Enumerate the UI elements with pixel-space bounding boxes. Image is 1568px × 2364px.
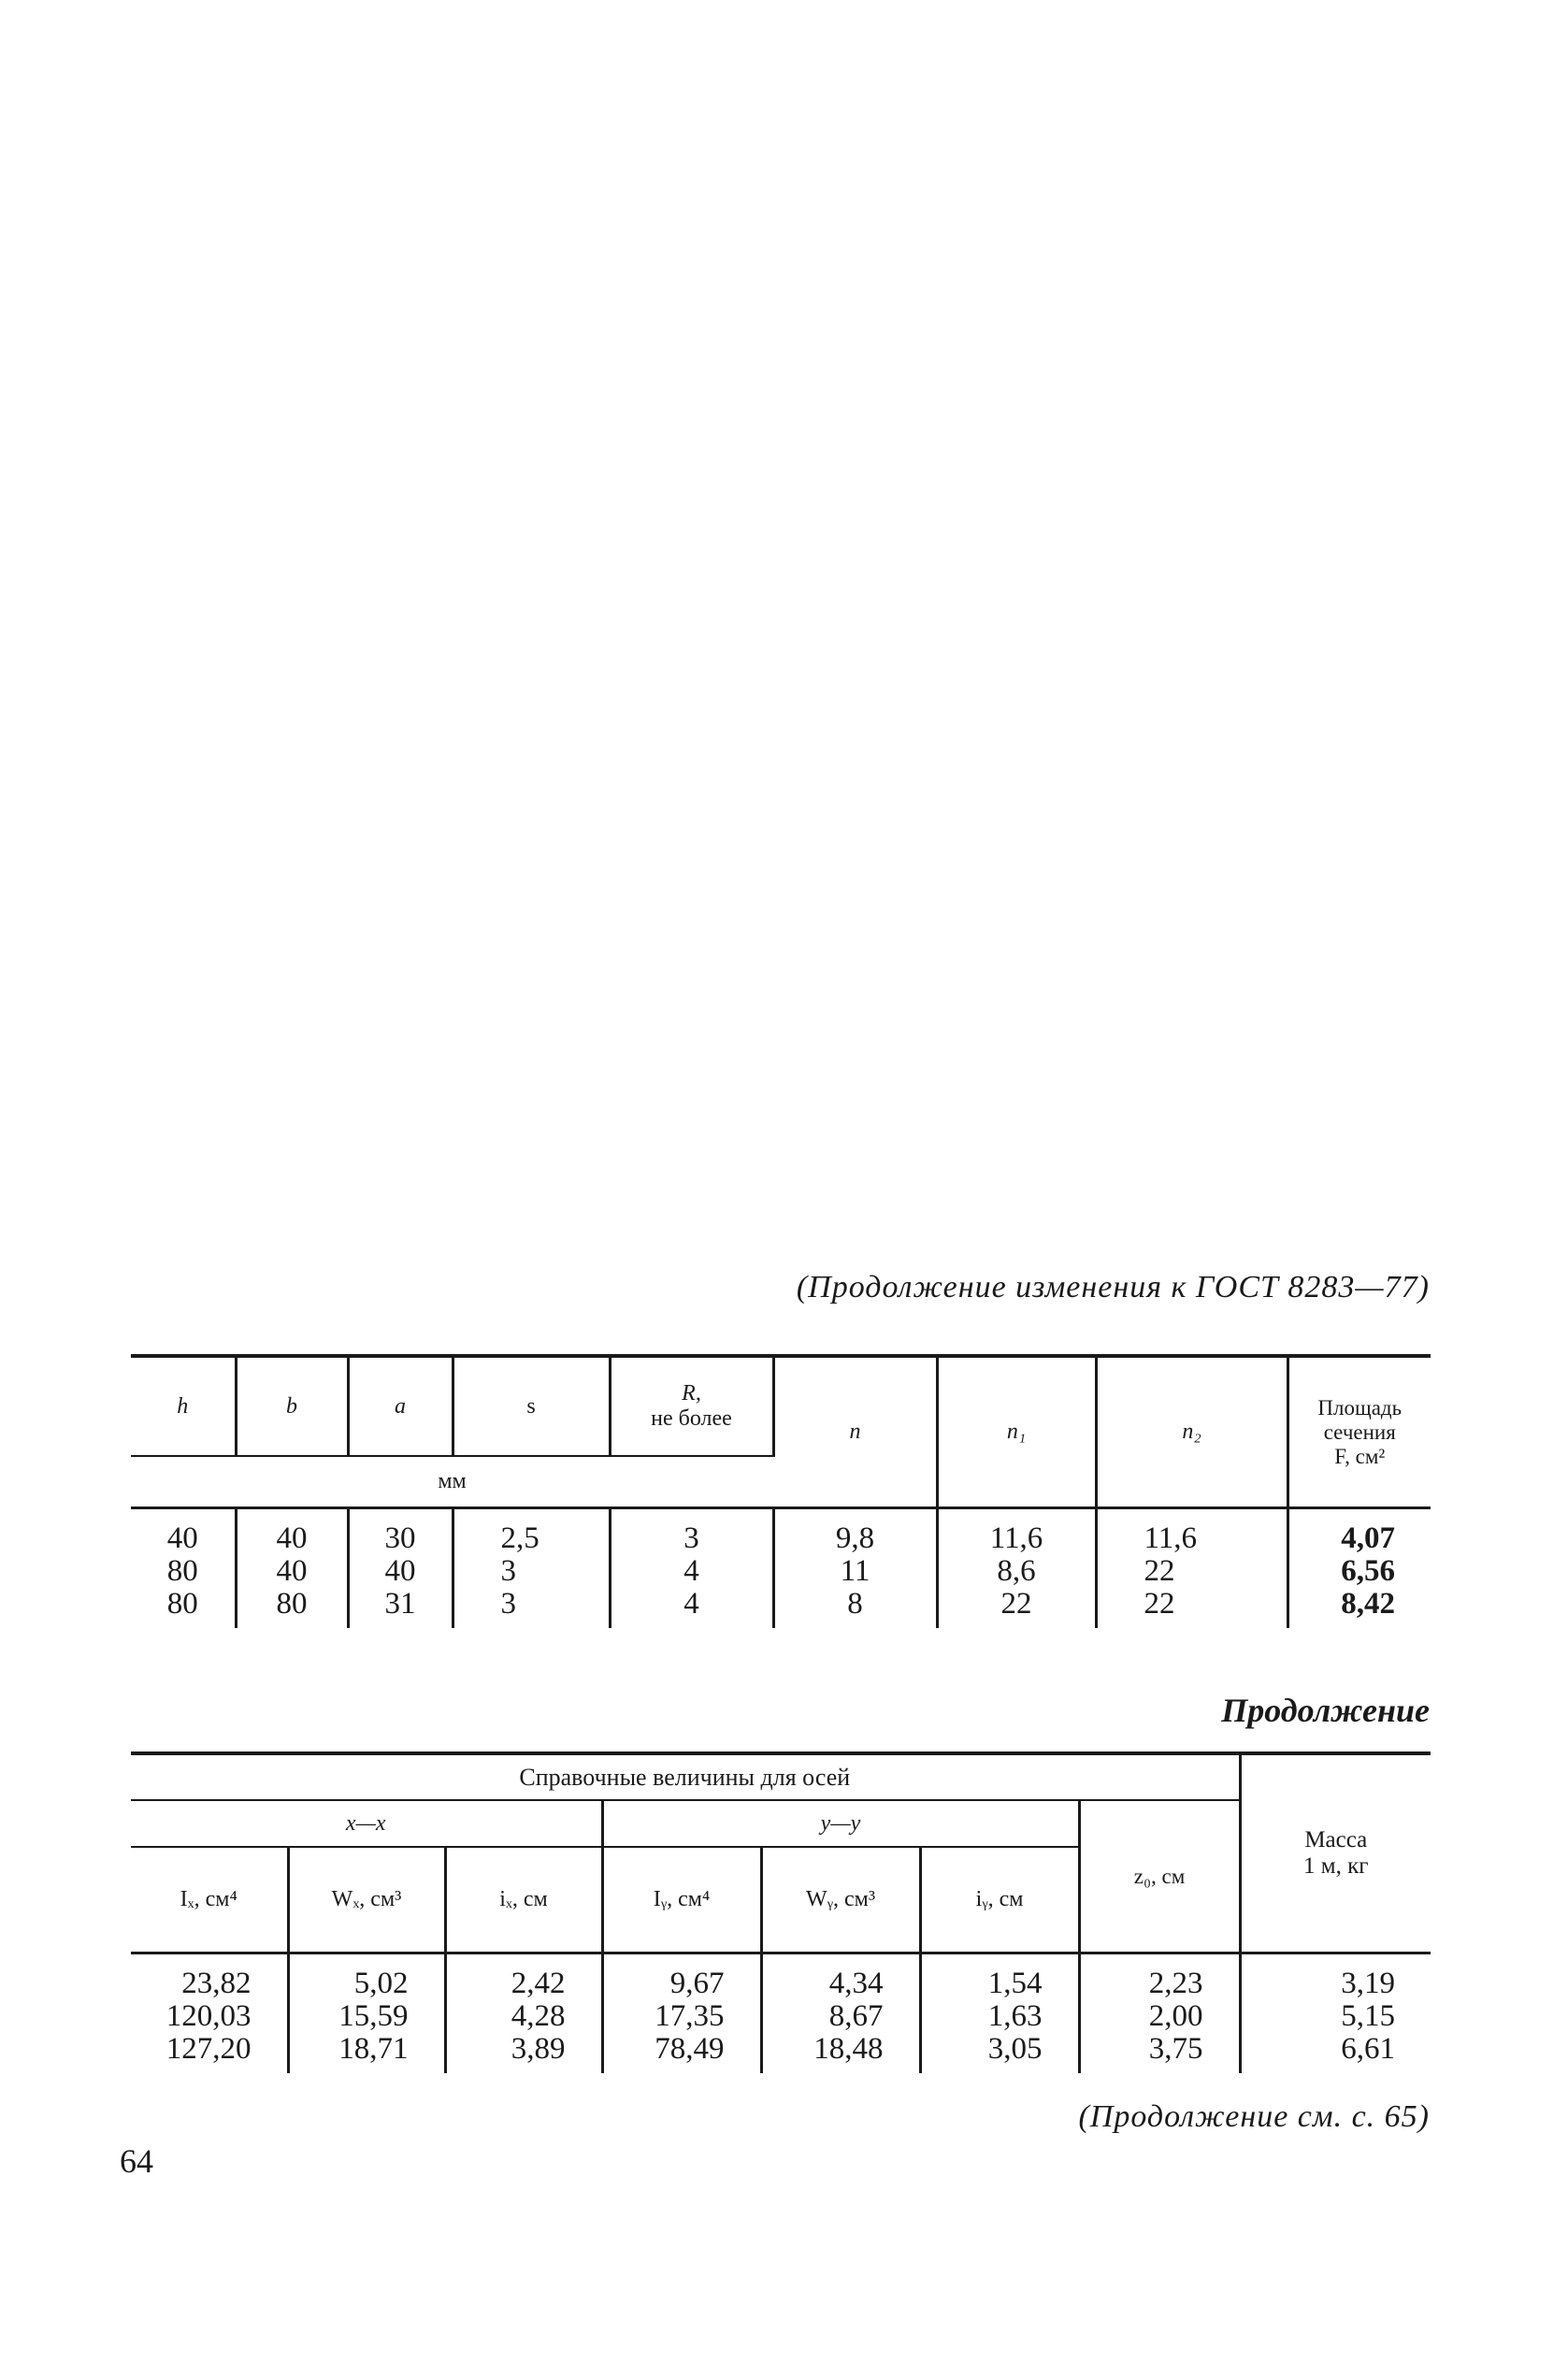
col-header-Wx: Wₓ, см³ xyxy=(288,1847,445,1952)
cell-s xyxy=(453,1522,610,1628)
cell-value: 40 xyxy=(384,1554,416,1588)
cell-value: 9,8 xyxy=(835,1521,875,1555)
cell-value: 2,23 xyxy=(1148,1967,1203,2000)
cell-Wx xyxy=(288,1968,445,2073)
cell-value: 40 xyxy=(276,1554,308,1588)
table-row-group xyxy=(131,1968,1431,2073)
cell-value: 3,75 xyxy=(1148,2032,1203,2066)
cell-value: 1,54 xyxy=(987,1967,1043,2000)
col-header-s: s xyxy=(453,1356,610,1456)
cell-value: 2,00 xyxy=(1148,1999,1203,2033)
cell-value: 2,5 xyxy=(500,1521,539,1555)
cell-value: 4 xyxy=(683,1554,699,1588)
cell-value: 9,67 xyxy=(669,1967,725,2000)
col-header-n1: n₁ xyxy=(937,1356,1096,1506)
col-header-Iy: Iᵧ, см⁴ xyxy=(602,1847,761,1952)
col-header-n: n xyxy=(773,1356,937,1506)
footer-continuation-note: (Продолжение см. с. 65) xyxy=(1078,2099,1430,2134)
cell-value: 40 xyxy=(166,1521,198,1555)
col-header-Wy: Wᵧ, см³ xyxy=(761,1847,920,1952)
cell-value: 18,48 xyxy=(813,2032,884,2066)
cell-value: 4,34 xyxy=(828,1967,884,2000)
cell-value: 127,20 xyxy=(165,2032,252,2066)
col-header-area-line3: F, см² xyxy=(1334,1444,1386,1468)
cell-value: 3,05 xyxy=(987,2032,1043,2066)
cell-h xyxy=(131,1522,236,1628)
cell-mass xyxy=(1240,1968,1431,2073)
cell-value: 6,61 xyxy=(1341,2032,1396,2066)
cell-ix xyxy=(445,1968,602,2073)
col-header-area xyxy=(1287,1356,1431,1506)
cell-n2 xyxy=(1096,1522,1287,1628)
cell-value: 22 xyxy=(1000,1587,1032,1621)
col-header-b: b xyxy=(236,1356,348,1456)
col-header-mass-line2: 1 м, кг xyxy=(1303,1853,1369,1879)
cell-value: 17,35 xyxy=(655,1999,725,2033)
cell-value: 5,02 xyxy=(353,1967,409,2000)
cell-value: 1,63 xyxy=(987,1999,1043,2033)
col-header-a: a xyxy=(348,1356,453,1456)
cell-value: 80 xyxy=(276,1587,308,1621)
cell-value: 3 xyxy=(500,1554,516,1588)
col-header-n2: n₂ xyxy=(1096,1356,1287,1506)
axis-header-xx: x—x xyxy=(131,1800,602,1847)
page-number: 64 xyxy=(120,2142,153,2180)
cell-value: 11,6 xyxy=(1144,1521,1198,1555)
cell-value: 18,71 xyxy=(338,2032,409,2066)
table-row-group xyxy=(131,1522,1431,1628)
cell-value: 2,42 xyxy=(511,1967,566,2000)
cell-value: 5,15 xyxy=(1341,1999,1396,2033)
reference-values-header: Справочные величины для осей xyxy=(131,1753,1240,1800)
cell-value: 4 xyxy=(683,1587,699,1621)
cell-value: 40 xyxy=(276,1521,308,1555)
cell-r xyxy=(610,1522,773,1628)
col-header-mass-line1: Масса xyxy=(1304,1827,1368,1852)
cell-value: 31 xyxy=(384,1587,416,1621)
cell-value: 80 xyxy=(166,1587,198,1621)
cell-value: 3,19 xyxy=(1341,1967,1396,2000)
col-header-area-line1: Площадь xyxy=(1317,1395,1403,1420)
continuation-label: Продолжение xyxy=(1221,1692,1430,1729)
cell-a xyxy=(348,1522,453,1628)
cell-Iy xyxy=(602,1968,761,2073)
cell-value: 22 xyxy=(1144,1554,1175,1588)
col-header-h: h xyxy=(131,1356,236,1456)
cell-value: 8,67 xyxy=(828,1999,884,2033)
col-header-z0: z₀, см xyxy=(1079,1800,1240,1952)
cell-value: 23,82 xyxy=(181,1967,252,2000)
cell-value: 8 xyxy=(847,1587,863,1621)
reference-values-table xyxy=(131,1751,1431,2073)
cell-iy xyxy=(920,1968,1079,2073)
cell-value: 120,03 xyxy=(165,1999,252,2033)
continuation-heading: (Продолжение изменения к ГОСТ 8283—77) xyxy=(796,1270,1430,1305)
cell-value: 3,89 xyxy=(511,2032,566,2066)
cell-area xyxy=(1287,1522,1431,1628)
col-header-r xyxy=(610,1356,773,1456)
units-mm-label: мм xyxy=(131,1456,773,1506)
cell-b xyxy=(236,1522,348,1628)
cell-value: 11 xyxy=(840,1554,870,1588)
cell-z0 xyxy=(1079,1968,1240,2073)
col-header-mass xyxy=(1240,1753,1431,1952)
cell-value: 15,59 xyxy=(338,1999,409,2033)
cell-value: 3 xyxy=(500,1587,516,1621)
dimensions-table xyxy=(131,1354,1431,1628)
cell-value: 6,56 xyxy=(1341,1554,1395,1588)
axis-header-yy: y—y xyxy=(602,1800,1079,1847)
col-header-r-symbol: R, xyxy=(682,1381,701,1405)
cell-value: 78,49 xyxy=(655,2032,725,2066)
cell-n xyxy=(773,1522,937,1628)
col-header-area-line2: сечения xyxy=(1323,1420,1396,1444)
col-header-r-note: не более xyxy=(651,1406,732,1431)
col-header-iy: iᵧ, см xyxy=(920,1847,1079,1952)
col-header-Ix: Iₓ, см⁴ xyxy=(131,1847,288,1952)
cell-Ix xyxy=(131,1968,288,2073)
cell-value: 4,07 xyxy=(1341,1521,1395,1555)
cell-value: 30 xyxy=(384,1521,416,1555)
cell-value: 80 xyxy=(166,1554,198,1588)
cell-value: 8,42 xyxy=(1341,1587,1395,1621)
cell-Wy xyxy=(761,1968,920,2073)
cell-value: 4,28 xyxy=(511,1999,566,2033)
cell-value: 11,6 xyxy=(989,1521,1043,1555)
cell-value: 3 xyxy=(683,1521,699,1555)
col-header-ix: iₓ, см xyxy=(445,1847,602,1952)
cell-value: 22 xyxy=(1144,1587,1175,1621)
cell-n1 xyxy=(937,1522,1096,1628)
cell-value: 8,6 xyxy=(997,1554,1036,1588)
